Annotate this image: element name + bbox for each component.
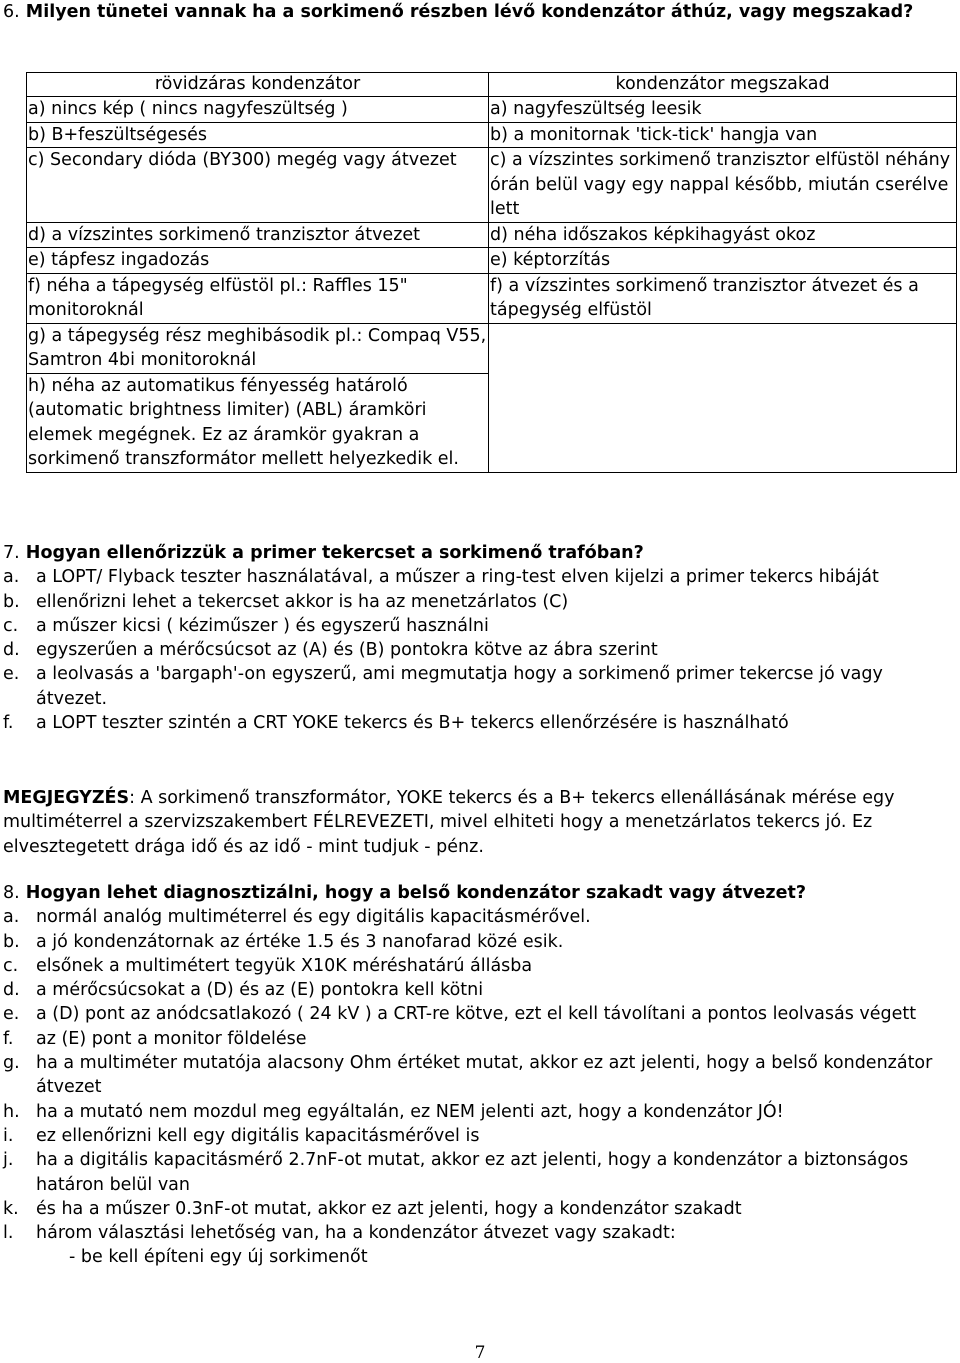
table-cell: f) néha a tápegység elfüstöl pl.: Raffles 15" monitoroknál — [27, 273, 489, 323]
list-item-letter: e. — [3, 664, 20, 685]
question-text: Hogyan ellenőrizzük a primer tekercset a sorkimenő trafóban? — [25, 543, 644, 563]
table-cell: c) a vízszintes sorkimenő tranzisztor elfüstöl néhány órán belül vagy egy nappal később, miután cserélve lett — [489, 148, 957, 223]
note-label: MEGJEGYZÉS — [3, 788, 130, 808]
list-item-text: az (E) pont a monitor földelése — [36, 1028, 307, 1049]
answer-list — [3, 905, 953, 1245]
table-cell: a) nagyfeszültség leesik — [489, 97, 957, 123]
question-text: Milyen tünetei vannak ha a sorkimenő részben lévő kondenzátor áthúz, vagy megszakad? — [25, 2, 914, 22]
list-item-letter: d. — [3, 980, 20, 1001]
list-item-letter: f. — [3, 1028, 14, 1049]
list-item-text: ha a digitális kapacitásmérő 2.7nF-ot mutat, akkor ez azt jelenti, hogy a kondenzátor a biztonságos határon belül van — [36, 1150, 909, 1195]
list-item — [3, 1051, 953, 1100]
table-cell: f) a vízszintes sorkimenő tranzisztor átvezet és a tápegység elfüstöl — [489, 273, 957, 323]
list-item-letter: h. — [3, 1101, 20, 1122]
list-item — [3, 1124, 953, 1148]
question-7-section — [3, 541, 953, 735]
list-item-letter: b. — [3, 591, 20, 612]
list-item — [3, 1002, 953, 1026]
list-item-text: normál analóg multiméterrel és egy digitális kapacitásmérővel. — [36, 907, 591, 928]
question-8-section — [3, 881, 953, 1270]
list-item-text: ha a multiméter mutatója alacsony Ohm értéket mutat, akkor ez azt jelenti, hogy a belső kondenzátor átvezet — [36, 1053, 933, 1098]
list-item — [3, 905, 953, 929]
list-item-text: ellenőrizni lehet a tekercset akkor is ha az menetzárlatos (C) — [36, 591, 569, 612]
list-item-text: a LOPT/ Flyback teszter használatával, a műszer a ring-test elven kijelzi a primer tekercs hibáját — [36, 567, 879, 588]
note-text: : A sorkimenő transzformátor, YOKE tekercs és a B+ tekercs ellenállásának mérése egy multiméterrel a szervizszakembert FÉLREVEZETI, mivel elhiteti hogy a menetzárlatos tekercs jó. Ez elvesztegetett drága idő és az idő - mint tudjuk - pénz. — [3, 788, 895, 857]
list-item-text: elsőnek a multimétert tegyük X10K méréshatárú állásba — [36, 955, 533, 976]
question-number: 8. — [3, 883, 20, 903]
table-cell: d) a vízszintes sorkimenő tranzisztor átvezet — [27, 222, 489, 248]
question-8-heading — [3, 881, 953, 905]
list-item-text: a jó kondenzátornak az értéke 1.5 és 3 nanofarad közé esik. — [36, 931, 564, 952]
list-item — [3, 565, 953, 589]
table-cell: a) nincs kép ( nincs nagyfeszültség ) — [27, 97, 489, 123]
list-item-text: ha a mutató nem mozdul meg egyáltalán, ez NEM jelenti azt, hogy a kondenzátor JÓ! — [36, 1101, 784, 1122]
question-7-heading — [3, 541, 953, 565]
table-cell-empty — [489, 323, 957, 472]
list-item — [3, 1148, 953, 1197]
list-item-letter: k. — [3, 1198, 19, 1219]
list-item-text: a műszer kicsi ( kéziműszer ) és egyszerű használni — [36, 615, 489, 636]
list-item — [3, 1027, 953, 1051]
table-cell: e) tápfesz ingadozás — [27, 248, 489, 274]
symptoms-table — [26, 72, 957, 473]
list-item — [3, 638, 953, 662]
page-number: 7 — [474, 1343, 486, 1363]
list-item — [3, 1221, 953, 1245]
table-cell: g) a tápegység rész meghibásodik pl.: Compaq V55, Samtron 4bi monitoroknál — [27, 323, 489, 373]
question-number: 6. — [3, 2, 20, 22]
sub-item: - be kell építeni egy új sorkimenőt — [69, 1247, 368, 1268]
list-item-text: és ha a műszer 0.3nF-ot mutat, akkor ez azt jelenti, hogy a kondenzátor szakadt — [36, 1198, 742, 1219]
list-item-letter: e. — [3, 1004, 20, 1025]
list-item-letter: j. — [3, 1150, 14, 1171]
question-6-heading — [3, 0, 953, 24]
list-item — [3, 1100, 953, 1124]
table-cell: c) Secondary dióda (BY300) megég vagy átvezet — [27, 148, 489, 223]
list-item — [3, 978, 953, 1002]
list-item-letter: a. — [3, 907, 20, 928]
list-item — [3, 930, 953, 954]
list-item-letter: d. — [3, 640, 20, 661]
table-cell: h) néha az automatikus fényesség határoló (automatic brightness limiter) (ABL) áramköri elemek megégnek. Ez az áramkör gyakran a sorkimenő transzformátor mellett helyezkedik el. — [27, 373, 489, 472]
list-item-text: ez ellenőrizni kell egy digitális kapacitásmérővel is — [36, 1125, 480, 1146]
list-item-letter: l. — [3, 1223, 14, 1244]
table-header-open-circuit: kondenzátor megszakad — [489, 73, 957, 97]
list-item-letter: c. — [3, 955, 19, 976]
table-header-short-circuit: rövidzáras kondenzátor — [27, 73, 489, 97]
table-cell: b) B+feszültségesés — [27, 122, 489, 148]
list-item — [3, 590, 953, 614]
list-item — [3, 662, 953, 711]
list-item — [3, 711, 953, 735]
list-item-letter: a. — [3, 567, 20, 588]
list-item — [3, 1197, 953, 1221]
list-item-letter: g. — [3, 1053, 20, 1074]
list-item-text: három választási lehetőség van, ha a kondenzátor átvezet vagy szakadt: — [36, 1223, 676, 1244]
note-paragraph — [3, 786, 948, 859]
list-item-text: a mérőcsúcsokat a (D) és az (E) pontokra kell kötni — [36, 980, 484, 1001]
list-item-letter: c. — [3, 615, 19, 636]
answer-list — [3, 565, 953, 735]
list-item-text: egyszerűen a mérőcsúcsot az (A) és (B) pontokra kötve az ábra szerint — [36, 640, 658, 661]
list-item-letter: i. — [3, 1125, 14, 1146]
question-text: Hogyan lehet diagnosztizálni, hogy a belső kondenzátor szakadt vagy átvezet? — [25, 883, 806, 903]
table-cell: e) képtorzítás — [489, 248, 957, 274]
list-item-text: a (D) pont az anódcsatlakozó ( 24 kV ) a CRT-re kötve, ezt el kell távolítani a pontos leolvasás végett — [36, 1004, 917, 1025]
list-item — [3, 954, 953, 978]
list-item-letter: f. — [3, 713, 14, 734]
table-cell: d) néha időszakos képkihagyást okoz — [489, 222, 957, 248]
question-number: 7. — [3, 543, 20, 563]
list-item — [3, 614, 953, 638]
table-cell: b) a monitornak 'tick-tick' hangja van — [489, 122, 957, 148]
list-item-text: a LOPT teszter szintén a CRT YOKE tekercs és B+ tekercs ellenőrzésére is használható — [36, 713, 789, 734]
list-item-letter: b. — [3, 931, 20, 952]
list-item-text: a leolvasás a 'bargaph'-on egyszerű, ami megmutatja hogy a sorkimenő primer tekercse jó vagy átvezet. — [36, 664, 883, 709]
